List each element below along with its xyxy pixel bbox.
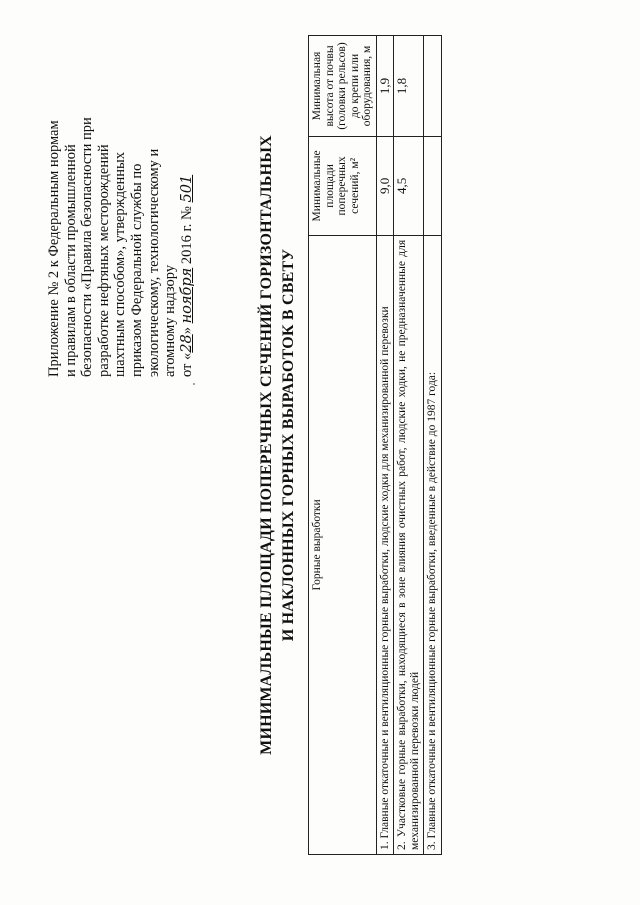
appendix-line: разработке нефтяных месторождений (95, 144, 112, 377)
table-row (424, 36, 442, 855)
appendix-line: безопасности «Правила безопасности при (79, 117, 96, 377)
appendix-header (46, 27, 195, 377)
scan-speck (193, 383, 195, 385)
order-date-line (179, 27, 196, 377)
document-title (256, 45, 300, 845)
row-name: 1. Главные откаточные и вентиляционные горные выработки, людские ходки для механизированной перевозки (376, 235, 394, 854)
title-line-2: И НАКЛОННЫХ ГОРНЫХ ВЫРАБОТОК В СВЕТУ (280, 248, 297, 642)
header-workings: Горные выработки (309, 235, 377, 854)
appendix-line: приказом Федеральной службы по (128, 163, 145, 377)
header-min-area: Минимальные площади поперечных сечений, м² (309, 136, 377, 235)
row-height: 1,9 (376, 36, 394, 137)
row-area (424, 136, 442, 235)
appendix-line: и правилам в области промышленной (62, 144, 79, 377)
row-name: 2. Участковые горные выработки, находящиеся в зоне влияния очистных работ, людские ходки, не предназначенные для механизированной перевозки людей (394, 235, 424, 854)
handwritten-order-number: 501 (178, 174, 195, 203)
table-header-row (309, 36, 377, 855)
appendix-line: шахтным способом», утвержденных (112, 151, 129, 377)
handwritten-day: 28 (178, 334, 195, 353)
sections-table (308, 35, 442, 855)
table-row (394, 36, 424, 855)
appendix-line: экологическому, технологическому и (145, 148, 162, 377)
header-min-height: Минимальная высота от почвы (головки рельсов) до крепи или оборудования, м (309, 36, 377, 137)
handwritten-month: ноября (178, 267, 195, 324)
appendix-line: Приложение № 2 к Федеральным нормам (46, 120, 62, 377)
appendix-line: атомному надзору (162, 264, 179, 377)
row-name: 3. Главные откаточные и вентиляционные горные выработки, введенные в действие до 1987 года: (424, 235, 442, 854)
row-height (424, 36, 442, 137)
row-height: 1,8 (394, 36, 424, 137)
table-row (376, 36, 394, 855)
row-area: 9,0 (376, 136, 394, 235)
row-area: 4,5 (394, 136, 424, 235)
title-line-1: МИНИМАЛЬНЫЕ ПЛОЩАДИ ПОПЕРЕЧНЫХ СЕЧЕНИЙ ГОРИЗОНТАЛЬНЫХ (258, 135, 275, 755)
date-prefix: от « (178, 352, 195, 377)
date-year: 2016 г. № (178, 202, 195, 268)
date-mid: » (178, 323, 195, 335)
